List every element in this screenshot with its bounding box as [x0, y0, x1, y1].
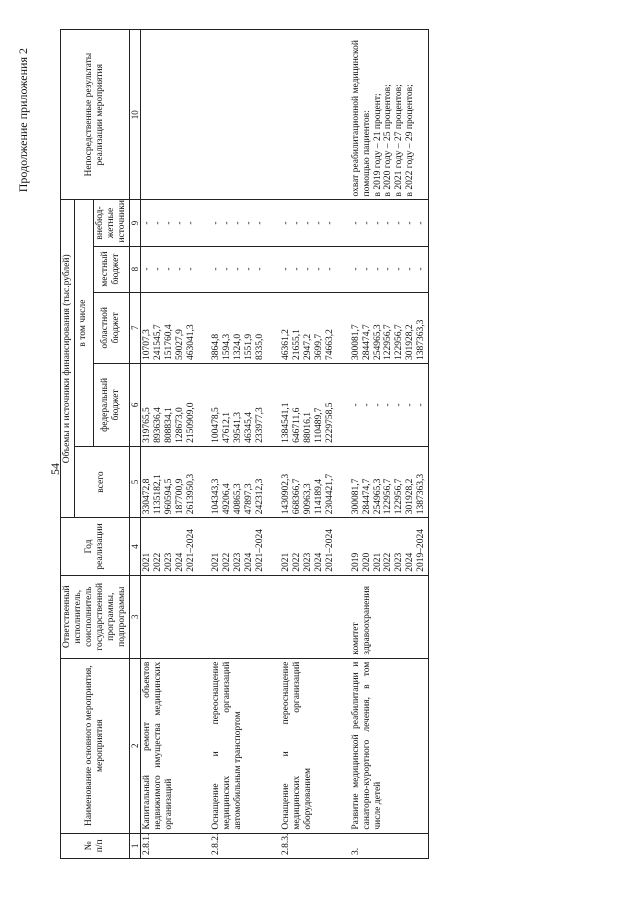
row-executor: [140, 575, 210, 658]
cell-value: 301928,2: [405, 478, 416, 515]
cell-value: 2024: [174, 552, 185, 572]
cell-value: -: [394, 267, 405, 271]
cell-value: 808834,1: [163, 407, 174, 443]
col-number: 3: [129, 575, 140, 658]
col-number: 8: [129, 246, 140, 292]
table-row: [280, 30, 350, 859]
result-line: в 2019 году – 21 процент;: [372, 93, 383, 197]
cell-value: -: [416, 403, 427, 407]
cell-value: 74663,2: [324, 329, 335, 360]
cell-value: 2022: [152, 552, 163, 572]
cell-value: -: [141, 221, 152, 225]
regional-list: [350, 292, 429, 363]
regional-list: [210, 292, 280, 363]
cell-value: 2024: [405, 552, 416, 572]
header-funding: Объемы и источники финансирования (тыс.рублей): [61, 200, 75, 518]
cell-value: 254965,3: [372, 324, 383, 360]
cell-value: 122956,7: [394, 478, 405, 515]
cell-value: 233977,3: [255, 407, 266, 443]
year-list: [350, 518, 429, 576]
cell-value: 128673,0: [174, 407, 185, 443]
header-federal: федеральный бюджет: [93, 363, 129, 446]
extra-list: [140, 200, 210, 246]
cell-value: 284474,7: [361, 478, 372, 515]
cell-value: -: [383, 267, 394, 271]
cell-value: -: [255, 267, 266, 271]
cell-value: -: [350, 221, 361, 225]
row-number: 2.8.3.: [280, 833, 350, 858]
cell-value: 1387363,3: [416, 473, 427, 515]
cell-value: 2019–2024: [416, 529, 427, 572]
cell-value: -: [324, 267, 335, 271]
cell-value: 104343,3: [211, 478, 222, 515]
header-num: № п/п: [61, 833, 130, 858]
cell-value: -: [372, 221, 383, 225]
cell-value: -: [324, 221, 335, 225]
cell-value: -: [302, 221, 313, 225]
cell-value: -: [416, 221, 427, 225]
cell-value: 330472,8: [141, 478, 152, 515]
cell-value: 2021–2024: [185, 529, 196, 572]
cell-value: 668366,7: [292, 478, 303, 515]
cell-value: 3699,7: [313, 333, 324, 360]
cell-value: 2021: [141, 552, 152, 572]
federal-list: [210, 363, 280, 446]
cell-value: 90963,3: [302, 483, 313, 515]
cell-value: 300081,7: [350, 478, 361, 515]
cell-value: 40865,3: [233, 483, 244, 515]
cell-value: -: [302, 267, 313, 271]
cell-value: 646711,6: [292, 407, 303, 443]
total-list: [140, 446, 210, 517]
cell-value: -: [292, 267, 303, 271]
cell-value: 10707,3: [141, 329, 152, 360]
cell-value: -: [350, 267, 361, 271]
cell-value: 46361,2: [281, 329, 292, 360]
row-name: Капитальный ремонт объектов недвижимого имущества медицинских организаций: [140, 658, 210, 833]
cell-value: -: [372, 403, 383, 407]
cell-value: 284474,7: [361, 324, 372, 360]
cell-value: 1135182,1: [152, 474, 163, 515]
extra-list: [210, 200, 280, 246]
row-number: 3.: [350, 833, 429, 858]
cell-value: 88016,1: [302, 411, 313, 443]
cell-value: 2022: [383, 552, 394, 572]
total-list: [350, 446, 429, 517]
col-number: 7: [129, 292, 140, 363]
header-name: Наименование основного мероприятия, мероприятия: [61, 658, 130, 833]
local-list: [350, 246, 429, 292]
header-results: Непосредственные результаты реализации мероприятия: [61, 30, 130, 200]
cell-value: 301928,2: [405, 324, 416, 360]
cell-value: -: [233, 221, 244, 225]
cell-value: -: [361, 221, 372, 225]
cell-value: -: [383, 221, 394, 225]
cell-value: -: [211, 221, 222, 225]
col-number: 9: [129, 200, 140, 246]
row-results: [140, 30, 210, 200]
cell-value: -: [211, 267, 222, 271]
cell-value: 2024: [313, 552, 324, 572]
cell-value: 122956,7: [383, 324, 394, 360]
cell-value: 1387363,3: [416, 319, 427, 360]
table-body: [140, 30, 428, 859]
cell-value: 8335,0: [255, 333, 266, 360]
cell-value: -: [383, 403, 394, 407]
cell-value: 47897,3: [244, 483, 255, 515]
result-line: охват реабилитационной медицинской помощью пациентов:: [350, 40, 372, 197]
cell-value: 49206,4: [222, 483, 233, 515]
cell-value: 47612,1: [222, 411, 233, 443]
cell-value: 2023: [394, 552, 405, 572]
row-name: Оснащение и переоснащение медицинских организаций автомобильным транспортом: [210, 658, 280, 833]
cell-value: -: [405, 267, 416, 271]
year-list: [140, 518, 210, 576]
header-regional: областной бюджет: [93, 292, 129, 363]
table-row: [140, 30, 210, 859]
cell-value: -: [163, 267, 174, 271]
cell-value: 463041,3: [185, 324, 196, 360]
cell-value: 151760,4: [163, 324, 174, 360]
cell-value: 187700,9: [174, 478, 185, 515]
cell-value: -: [222, 221, 233, 225]
cell-value: -: [244, 221, 255, 225]
cell-value: 114189,4: [313, 478, 324, 515]
cell-value: -: [313, 267, 324, 271]
cell-value: -: [361, 267, 372, 271]
row-results: [210, 30, 280, 200]
cell-value: -: [372, 267, 383, 271]
cell-value: 960594,5: [163, 478, 174, 515]
cell-value: 2021: [372, 552, 383, 572]
cell-value: -: [163, 221, 174, 225]
cell-value: -: [152, 267, 163, 271]
header-including: в том числе: [74, 200, 93, 446]
col-number: 5: [129, 446, 140, 517]
row-number: 2.8.2.: [210, 833, 280, 858]
cell-value: 2024: [244, 552, 255, 572]
row-results: [280, 30, 350, 200]
cell-value: 3864,8: [211, 333, 222, 360]
cell-value: -: [255, 221, 266, 225]
extra-list: [280, 200, 350, 246]
local-list: [280, 246, 350, 292]
cell-value: -: [281, 267, 292, 271]
cell-value: -: [416, 267, 427, 271]
program-table: [60, 29, 429, 859]
cell-value: -: [185, 221, 196, 225]
cell-value: 2022: [222, 552, 233, 572]
header-year: Год реализации: [61, 518, 130, 576]
cell-value: 2023: [163, 552, 174, 572]
cell-value: 2021–2024: [255, 529, 266, 572]
regional-list: [140, 292, 210, 363]
row-name: Развитие медицинской реабилитации и санаторно-курортного лечения, в том числе детей: [350, 658, 429, 833]
cell-value: 110489,7: [313, 407, 324, 443]
cell-value: -: [233, 267, 244, 271]
cell-value: 2020: [361, 552, 372, 572]
cell-value: 2021–2024: [324, 529, 335, 572]
row-name: Оснащение и переоснащение медицинских организаций оборудованием: [280, 658, 350, 833]
cell-value: 1384541,1: [281, 402, 292, 443]
result-line: в 2021 году – 27 процентов;: [394, 84, 405, 197]
row-executor: комитет здравоохранения: [350, 575, 429, 658]
cell-value: 2613950,3: [185, 473, 196, 515]
page-subtitle: Продолжение приложения 2: [16, 48, 30, 193]
year-list: [280, 518, 350, 576]
header-total: всего: [74, 446, 129, 517]
cell-value: 242312,3: [255, 478, 266, 515]
cell-value: 100478,5: [211, 407, 222, 443]
cell-value: -: [244, 267, 255, 271]
cell-value: 2150909,0: [185, 402, 196, 443]
col-number: 1: [129, 833, 140, 858]
cell-value: 2023: [233, 552, 244, 572]
cell-value: -: [361, 403, 372, 407]
regional-list: [280, 292, 350, 363]
year-list: [210, 518, 280, 576]
federal-list: [350, 363, 429, 446]
row-results: [350, 30, 429, 200]
cell-value: 1324,0: [233, 333, 244, 360]
cell-value: -: [152, 221, 163, 225]
table-row: [210, 30, 280, 859]
cell-value: 46345,4: [244, 411, 255, 443]
cell-value: -: [185, 267, 196, 271]
cell-value: 39541,3: [233, 411, 244, 443]
col-number: 10: [129, 30, 140, 200]
cell-value: 319765,5: [141, 407, 152, 443]
cell-value: 2304421,7: [324, 473, 335, 515]
cell-value: -: [405, 221, 416, 225]
cell-value: -: [350, 403, 361, 407]
cell-value: -: [141, 267, 152, 271]
cell-value: 1430902,3: [281, 473, 292, 515]
cell-value: -: [174, 221, 185, 225]
cell-value: 893636,4: [152, 407, 163, 443]
col-number: 2: [129, 658, 140, 833]
local-list: [140, 246, 210, 292]
result-line: в 2020 году – 25 процентов;: [383, 84, 394, 197]
row-number: 2.8.1.: [140, 833, 210, 858]
cell-value: 300081,7: [350, 324, 361, 360]
cell-value: 21655,1: [292, 329, 303, 360]
cell-value: 2021: [211, 552, 222, 572]
col-number: 6: [129, 363, 140, 446]
cell-value: 122956,7: [394, 324, 405, 360]
cell-value: 2022: [292, 552, 303, 572]
header-executor: Ответственный исполнитель, соисполнитель государственной программы, подпрограммы: [61, 575, 130, 658]
cell-value: -: [394, 403, 405, 407]
federal-list: [280, 363, 350, 446]
cell-value: 2019: [350, 552, 361, 572]
cell-value: -: [174, 267, 185, 271]
cell-value: 2023: [302, 552, 313, 572]
cell-value: 2021: [281, 552, 292, 572]
cell-value: 59027,9: [174, 329, 185, 360]
header-local: местный бюджет: [93, 246, 129, 292]
total-list: [280, 446, 350, 517]
cell-value: 241545,7: [152, 324, 163, 360]
page-number: 54: [48, 463, 62, 475]
header-extra: внебюд- жетные источники: [93, 200, 129, 246]
cell-value: -: [313, 221, 324, 225]
total-list: [210, 446, 280, 517]
cell-value: -: [394, 221, 405, 225]
cell-value: 122956,7: [383, 478, 394, 515]
row-executor: [210, 575, 280, 658]
local-list: [210, 246, 280, 292]
cell-value: 254965,3: [372, 478, 383, 515]
row-executor: [280, 575, 350, 658]
cell-value: -: [405, 403, 416, 407]
federal-list: [140, 363, 210, 446]
cell-value: -: [281, 221, 292, 225]
cell-value: 1594,3: [222, 333, 233, 360]
cell-value: 1551,9: [244, 333, 255, 360]
result-line: в 2022 году – 29 процентов;: [405, 84, 416, 197]
cell-value: -: [292, 221, 303, 225]
table-row: [350, 30, 429, 859]
col-number: 4: [129, 518, 140, 576]
cell-value: 2947,2: [302, 333, 313, 360]
extra-list: [350, 200, 429, 246]
cell-value: -: [222, 267, 233, 271]
cell-value: 2229758,5: [324, 402, 335, 443]
